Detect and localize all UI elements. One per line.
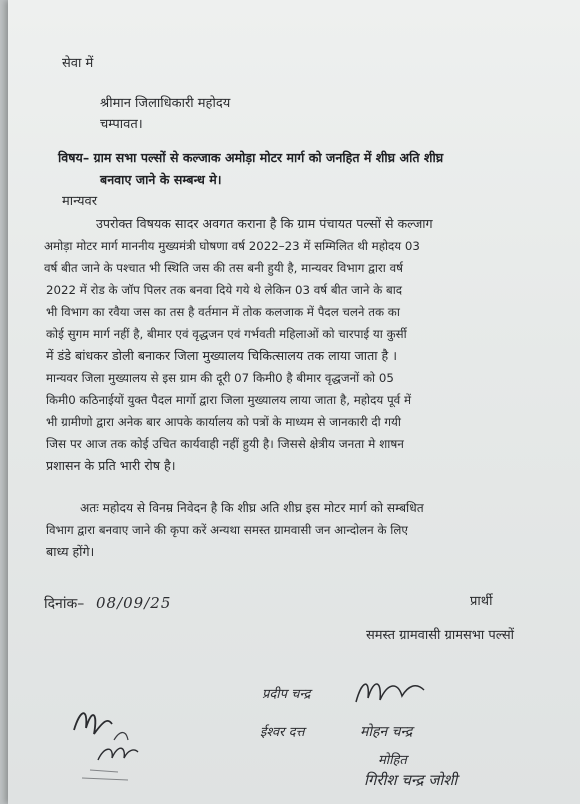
body-line: अमोड़ा मोटर मार्ग माननीय मुख्यमंत्री घोषणा वर्ष 2022–23 में सम्मिलित थी महोदय 03 (44, 239, 420, 253)
body-line: प्रशासन के प्रति भारी रोष है। (46, 458, 176, 473)
signature: ईश्वर दत्त (260, 725, 305, 740)
body-line: 2022 में रोड के जॉप पिलर तक बनवा दिये गये थे लेकिन 03 वर्ष बीत जाने के बाद (46, 283, 403, 297)
signature-scribble (352, 672, 432, 712)
body-line: उपरोक्त विषयक सादर अवगत कराना है कि ग्राम पंचायत पल्सों से कल्जाग (96, 216, 433, 231)
applicant-label: प्रार्थी (470, 594, 493, 609)
applicant-name: समस्त ग्रामवासी ग्रामसभा पल्सों (366, 628, 514, 643)
body-line: किमी0 कठिनाईयों युक्त पैदल मार्गो द्वारा जिला मुख्यालय लाया जाता है, महोदय पूर्व में (46, 393, 412, 407)
greeting: मान्यवर (62, 194, 98, 209)
recipient-title: श्रीमान जिलाधिकारी महोदय (100, 96, 231, 111)
body-line: भी ग्रामीणो द्वारा अनेक बार आपके कार्यालय को पत्रों के माध्यम से जानकारी दी गयी (46, 415, 401, 429)
request-line: अतः महोदय से विनम्र निवेदन है कि शीघ्र अति शीघ्र इस मोटर मार्ग को सम्बधित (80, 501, 424, 515)
letter-page (8, 0, 580, 804)
request-line: विभाग द्वारा बनवाए जाने की कृपा करें अन्यथा समस्त ग्रामवासी जन आन्दोलन के लिए (46, 523, 408, 537)
body-line: मान्यवर जिला मुख्यालय से इस ग्राम की दूरी 07 किमी0 है बीमार वृद्धजनों को 05 (46, 371, 394, 385)
subject-line-continued: बनवाए जाने के सम्बन्ध मे। (100, 172, 222, 187)
subject-line: विषय– ग्राम सभा पल्सों से कल्जाक अमोड़ा मोटर मार्ग को जनहित में शीघ्र अति शीघ्र (58, 150, 444, 165)
receipt-stamp (68, 700, 188, 790)
date-value: 08/09/25 (96, 594, 172, 612)
date-label: दिनांक– (44, 596, 85, 612)
body-line: वर्ष बीत जाने के पश्चात भी स्थिति जस की तस बनी हुयी है, मान्यवर विभाग द्वारा वर्ष (44, 261, 403, 275)
signature: गिरीश चन्द्र जोशी (364, 771, 458, 789)
body-line: में डंडे बांधकर डोली बनाकर जिला मुख्यालय चिकित्सालय तक लाया जाता है । (46, 348, 397, 363)
recipient-place: चम्पावत। (100, 117, 143, 132)
signature: मोहित (378, 753, 407, 768)
signature: प्रदीप चन्द्र (262, 687, 311, 702)
salutation-to: सेवा में (62, 56, 94, 71)
body-line: जिस पर आज तक कोई उचित कार्यवाही नहीं हुयी है। जिससे क्षेत्रीय जनता मे शाषन (46, 437, 404, 451)
signature: मोहन चन्द्र (360, 724, 413, 740)
body-line: भी विभाग का रवैया जस का तस है वर्तमान में तोक कलजाक में पैदल चलने तक का (46, 305, 400, 319)
request-line: बाध्य होंगे। (46, 544, 95, 559)
body-line: कोई सुगम मार्ग नहीं है, बीमार एवं वृद्धजन एवं गर्भवती महिलाओं को चारपाई या कुर्सी (46, 327, 407, 341)
